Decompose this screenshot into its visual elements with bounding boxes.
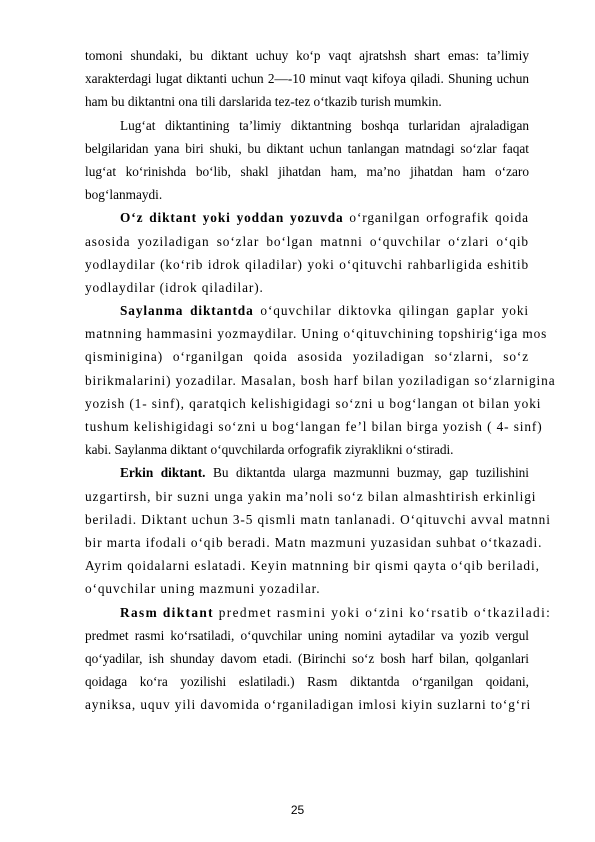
line-text: belgilaridan yana biri shuki, bu diktant uchun tanlangan matndagi soʻzlar faqat	[85, 140, 529, 156]
text-line	[85, 624, 529, 647]
document-body	[85, 44, 556, 716]
text-line	[85, 670, 529, 693]
line-text: birikmalarini) yozadilar. Masalan, bosh harf bilan yoziladigan soʻzlarnigina	[85, 372, 556, 388]
text-line	[85, 299, 529, 322]
bold-term: Saylanma diktantda	[120, 303, 254, 319]
line-text: ayniksa, uquv yili davomida oʻrganiladigan imlosi kiyin suzlarni toʻgʻri	[85, 697, 532, 713]
line-text: beriladi. Diktant uchun 3-5 qismli matn tanlanadi. Oʻqituvchi avval matnni	[85, 511, 551, 527]
line-text: yodlaydilar (koʻrib idrok qiladilar) yoki oʻqituvchi rahbarligida eshitib	[85, 256, 529, 272]
line-text: Bu diktantda ularga mazmunni buzmay, gap tuzilishini	[205, 465, 529, 481]
text-line	[85, 345, 529, 368]
text-line	[85, 322, 548, 345]
text-line	[85, 67, 529, 90]
bold-term: Erkin diktant.	[120, 465, 206, 481]
text-line	[85, 438, 529, 461]
text-line	[85, 601, 552, 624]
text-line	[85, 531, 543, 554]
text-line	[85, 554, 540, 577]
page-number: 25	[290, 803, 305, 817]
text-line	[85, 114, 529, 137]
text-line	[85, 90, 529, 113]
text-line	[85, 44, 529, 67]
line-text: qoʻyadilar, ish shunday davom etadi. (Birinchi soʻz bosh harf bilan, qolganlari	[85, 650, 529, 666]
text-line	[85, 230, 529, 253]
text-line	[85, 253, 529, 276]
text-line	[85, 160, 529, 183]
text-line	[85, 415, 543, 438]
line-text: predmet rasmini yoki oʻzini koʻrsatib oʻtkaziladi:	[214, 604, 552, 620]
text-line	[85, 392, 542, 415]
line-text: matnning hammasini yozmaydilar. Uning oʻqituvchining topshirigʻiga mos	[85, 326, 548, 342]
text-line	[85, 276, 529, 299]
text-line	[85, 577, 529, 600]
line-text: qoidaga koʻra yozilishi eslatiladi.) Rasm diktantda oʻrganilgan qoidani,	[85, 674, 529, 690]
text-line	[85, 369, 556, 392]
line-text: oʻquvchilar diktovka qilingan gaplar yoki	[253, 303, 529, 319]
line-text: yodlaydilar (idrok qiladilar).	[85, 279, 264, 295]
text-line	[85, 693, 532, 716]
line-text: Ayrim qoidalarni eslatadi. Keyin matnning bir qismi qayta oʻqib beriladi,	[85, 558, 540, 574]
text-line	[85, 485, 537, 508]
line-text: asosida yoziladigan soʻzlar boʻlgan matnni oʻquvchilar oʻzlari oʻqib	[85, 233, 529, 249]
line-text: oʻrganilgan orfografik qoida	[343, 210, 529, 226]
text-line	[85, 137, 529, 160]
text-line	[85, 647, 529, 670]
line-text: kabi. Saylanma diktant oʻquvchilarda orfografik ziyraklikni oʻstiradi.	[85, 442, 454, 458]
text-line	[85, 461, 529, 484]
line-text: ham bu diktantni ona tili darslarida tez-tez oʻtkazib turish mumkin.	[85, 94, 442, 110]
line-text: bogʻlanmaydi.	[85, 187, 163, 203]
text-line	[85, 183, 529, 206]
line-text: uzgartirsh, bir suzni unga yakin maʼnoli soʻz bilan almashtirish erkinligi	[85, 488, 537, 504]
text-line	[85, 206, 529, 229]
line-text: tomoni shundaki, bu diktant uchuy koʻp vaqt ajratshsh shart emas: taʼlimiy	[85, 48, 529, 63]
line-text: Lugʻat diktantining taʼlimiy diktantning boshqa turlaridan ajraladigan	[120, 117, 529, 133]
line-text: oʻquvchilar uning mazmuni yozadilar.	[85, 581, 321, 597]
bold-term: Rasm diktant	[120, 604, 215, 620]
line-text: predmet rasmi koʻrsatiladi, oʻquvchilar uning nomini aytadilar va yozib vergul	[85, 627, 529, 643]
text-line	[85, 508, 551, 531]
line-text: lugʻat koʻrinishda boʻlib, shakl jihatdan ham, maʼno jihatdan ham oʻzaro	[85, 163, 529, 179]
line-text: yozish (1- sinf), qaratqich kelishigidagi soʻzni u bogʻlangan ot bilan yoki	[85, 395, 542, 411]
line-text: bir marta ifodali oʻqib beradi. Matn mazmuni yuzasidan suhbat oʻtkazadi.	[85, 534, 543, 550]
line-text: qisminigina) oʻrganilgan qoida asosida yoziladigan soʻzlarni, soʻz	[85, 349, 529, 365]
line-text: xarakterdagi lugat diktanti uchun 2—-10 minut vaqt kifoya qiladi. Shuning uchun	[85, 71, 529, 87]
bold-term: Oʻz diktant yoki yoddan yozuvda	[120, 210, 344, 226]
line-text: tushum kelishigidagi soʻzni u bogʻlangan feʼl bilan birga yozish ( 4- sinf)	[85, 419, 543, 434]
